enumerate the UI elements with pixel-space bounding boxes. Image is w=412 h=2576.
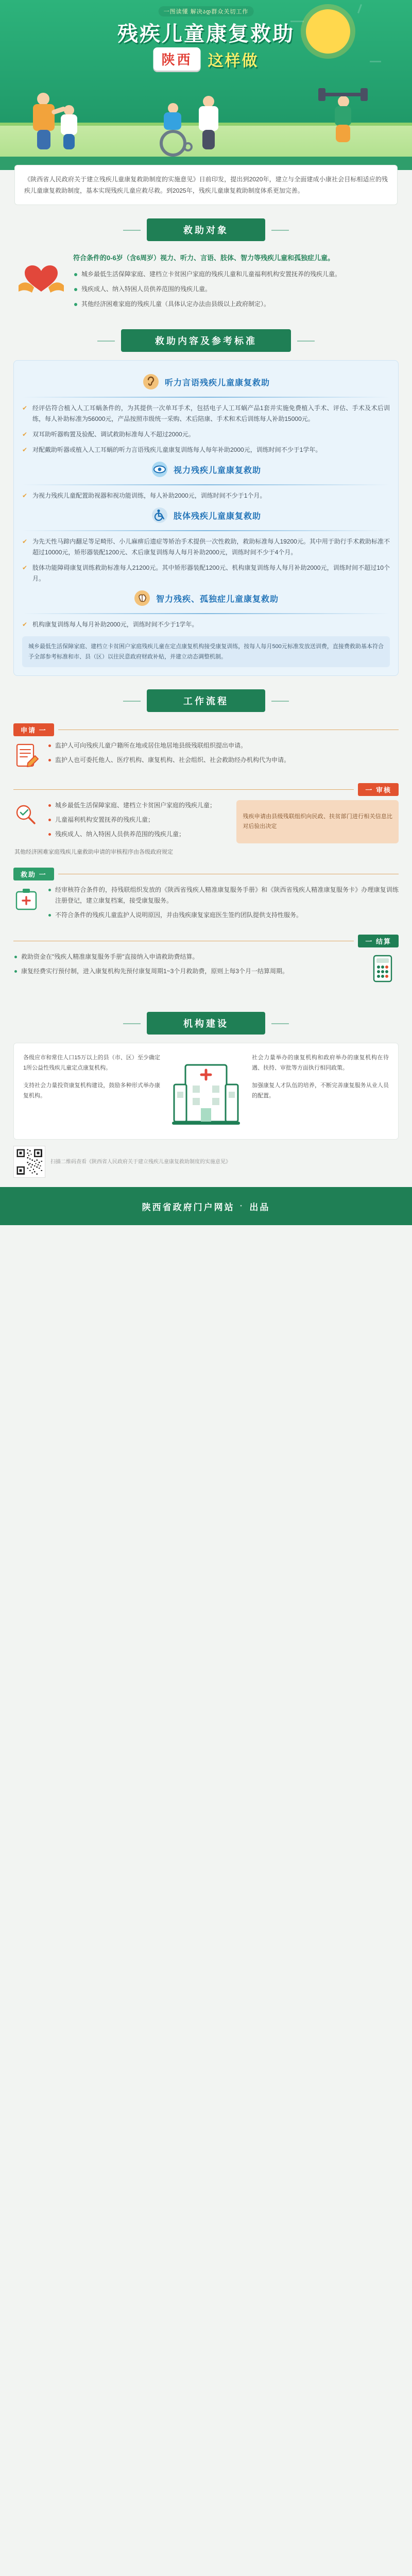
org-right-column xyxy=(252,1053,389,1108)
hero-title: 残疾儿童康复救助 xyxy=(117,23,295,45)
list-item: 救助资金在"残疾人精准康复服务手册"直接纳入申请救助费结算。 xyxy=(13,952,363,962)
list-item: ✔ 肢体功能障碍康复训练救助标准每人21200元。其中矫形器装配1200元、机构康复训练每人每月补助2000元，训练时间不超过10个月。 xyxy=(22,563,390,584)
hero-subtitle-row xyxy=(153,47,259,71)
eye-icon xyxy=(151,461,168,478)
physical-item-list xyxy=(22,536,390,584)
flow-step-settlement xyxy=(13,931,399,993)
helper-figure-icon xyxy=(195,96,226,149)
hearing-item-list xyxy=(22,403,390,455)
review-note-box: 残疾申请由县级残联组织向民政、扶贫部门进行相关信息比对后验出决定 xyxy=(236,800,399,843)
review-footnote: 其他经济困难家庭残疾儿童救助申请的审核程序由各级政府规定 xyxy=(14,849,173,855)
wheelchair-figure-icon xyxy=(152,103,197,150)
ear-icon xyxy=(142,373,160,391)
content-standards-card xyxy=(13,360,399,676)
org-text: 支持社会力量投资康复机构建设，鼓励多种形式举办康复机构。 xyxy=(23,1082,160,1099)
subsection-title: 肢体残疾儿童康复救助 xyxy=(173,512,261,521)
hero-kicker: 一图读懂 解决ად群众关切工作 xyxy=(159,6,254,16)
subsection-vision xyxy=(22,461,390,478)
org-text: 社会力量举办的康复机构和政府举办的康复机构在待遇、扶持、审批等方面执行相同政策。 xyxy=(252,1055,389,1071)
flow-step-application xyxy=(13,720,399,780)
flow-step-bar xyxy=(13,723,399,736)
object-section xyxy=(14,249,398,316)
subsection-physical xyxy=(22,506,390,524)
flow-step-text xyxy=(47,740,399,769)
footer-bar xyxy=(0,1187,412,1225)
infographic-page xyxy=(0,0,412,1225)
list-item: 残疾成人、纳入特困人员供养范围的残疾儿童； xyxy=(47,829,230,840)
list-item: ✔ 双耳助听器购置及验配、调试救助标准每人不超过2000元。 xyxy=(22,429,390,440)
list-item: ✔ 对配戴助听器或植入人工耳蜗的听力言语残疾儿童康复训练每人每年补助2000元，训练时间不少于1学年。 xyxy=(22,445,390,455)
footer-suffix: 出品 xyxy=(249,1202,270,1212)
flow-step-review xyxy=(13,780,399,865)
list-item: 经审核符合条件的，持残联组织发放的《陕西省残疾人精准康复服务手册》和《陕西省残疾人精准康复服务卡》办理康复训练注册登记，建立康复档案，接受康复服务。 xyxy=(47,885,399,906)
flow-step-bar xyxy=(13,868,399,880)
flow-step-label: 一 结算 xyxy=(358,935,399,947)
intro-paragraph: 《陕西省人民政府关于建立残疾儿童康复救助制度的实施意见》日前印发，提出到2020年，建立与全面建成小康社会目标相适应的残疾儿童康复救助制度，基本实现残疾儿童应救尽救。到2025年，残疾儿童康复救助制度体系更加完善。 xyxy=(14,165,398,205)
divider xyxy=(22,530,390,531)
org-text: 加强康复人才队伍的培养，不断完善康复服务从业人员的配置。 xyxy=(252,1082,389,1099)
object-lead: 符合条件的0-6岁（含6周岁）视力、听力、言语、肢体、智力等残疾儿童和孤独症儿童。 xyxy=(73,254,335,262)
hero-banner xyxy=(0,0,412,170)
org-section xyxy=(13,1043,399,1140)
flow-step-bar xyxy=(13,783,399,796)
section-title-flow: 工作流程 xyxy=(147,689,265,712)
flow-section xyxy=(13,720,399,998)
subsection-hearing xyxy=(22,373,390,391)
list-item: 儿童福利机构安置抚养的残疾儿童； xyxy=(47,815,230,825)
flow-step-bar xyxy=(13,935,399,947)
list-item: 城乡最低生活保障家庭、建档立卡贫困户家庭的残疾儿童和儿童福利机构安置抚养的残疾儿童。 xyxy=(73,269,396,280)
intellectual-item-list xyxy=(22,619,390,630)
section-title-content: 救助内容及参考标准 xyxy=(121,329,291,352)
divider xyxy=(22,397,390,398)
hospital-building-icon xyxy=(167,1053,245,1130)
footer-separator: · xyxy=(239,1201,245,1211)
subsection-title: 智力残疾、孤独症儿童康复救助 xyxy=(156,595,279,604)
section-title-object: 救助对象 xyxy=(147,218,265,241)
wheelchair-icon xyxy=(151,506,168,524)
footer-site-name: 陕西省政府门户网站 xyxy=(142,1202,235,1212)
sun-ray-icon xyxy=(370,61,381,62)
flow-step-label: 一 审核 xyxy=(358,783,399,796)
org-text: 各级应市和常住人口15万以上的县（市、区）至少确定1所公益性残疾儿童定点康复机构。 xyxy=(23,1055,160,1071)
list-item: 监护人也可委托他人、医疗机构、康复机构、社会组织、社会救助经办机构代为申请。 xyxy=(47,755,399,766)
object-item-list xyxy=(73,269,396,310)
object-text xyxy=(73,252,396,314)
qr-section xyxy=(13,1146,399,1178)
qr-caption: 扫描二维码查看《陕西省人民政府关于建立残疾儿童康复救助制度的实施意见》 xyxy=(50,1159,231,1165)
vision-item-list xyxy=(22,490,390,501)
brain-icon xyxy=(133,589,151,607)
hero-tag-shaanxi: 陕西 xyxy=(153,47,200,71)
list-item: 监护人可向残疾儿童户籍所在地或居住地居地县级残联组织提出申请。 xyxy=(47,740,399,751)
list-item: ✔ 为先天性马蹄内翻足等足畸形、小儿麻痹后遗症等矫治手术提供一次性救助，救助标准每人19200元。其中用于助行手术救助标准不超过10000元，矫形器装配1200元、术后康复训练每人每月补助2000元，训练时间不少于4个月。 xyxy=(22,536,390,558)
subsection-title: 听力言语残疾儿童康复救助 xyxy=(164,378,270,387)
application-form-icon xyxy=(13,740,41,773)
subsection-intellectual xyxy=(22,589,390,607)
hands-heart-icon xyxy=(16,252,66,302)
section-title-org: 机构建设 xyxy=(147,1012,265,1035)
list-item: 其他经济困难家庭的残疾儿童（具体认定办法由县级以上政府制定）。 xyxy=(73,299,396,310)
list-item: ✔ 机构康复训练每人每月补助2000元，训练时间不少于1学年。 xyxy=(22,619,390,630)
rescue-icon xyxy=(13,885,41,916)
subsection-title: 视力残疾儿童康复救助 xyxy=(173,466,261,475)
content-note: 城乡最低生活保障家庭、建档立卡贫困户家庭残疾儿童在定点康复机构接受康复训练，按每人每月500元标准发放送训费，直接费救助基本符合予全部参考标准和市、县（区）以往民意政府财政补贴，并建立动态调整机制。 xyxy=(22,636,390,667)
sun-icon xyxy=(306,9,350,54)
divider xyxy=(13,789,354,790)
list-item: 残疾成人、纳入特困人员供养范围的残疾儿童。 xyxy=(73,284,396,295)
flow-step-text xyxy=(47,800,230,843)
hero-tag-this: 这样做 xyxy=(208,52,259,70)
qr-code[interactable] xyxy=(13,1146,45,1178)
divider xyxy=(22,613,390,614)
flow-step-text xyxy=(13,952,363,980)
divider xyxy=(22,484,390,485)
flow-step-label: 申请 一 xyxy=(13,723,54,736)
list-item: 不符合条件的残疾儿童监护人说明原因，并由残疾康复家庭医生签约团队提供支持性服务。 xyxy=(47,910,399,921)
review-icon xyxy=(13,800,41,828)
list-item: 城乡最低生活保障家庭、建档立卡贫困户家庭的残疾儿童； xyxy=(47,800,230,811)
child-figure-icon xyxy=(58,105,87,149)
list-item: 康复经费实行预付制，进入康复机构先预付康复周期1~3个月救助费，原则上每3个月一结算周期。 xyxy=(13,966,363,977)
settlement-icon xyxy=(369,952,399,986)
flow-step-label: 救助 一 xyxy=(13,868,54,880)
athlete-figure-icon xyxy=(318,93,368,149)
org-left-column xyxy=(23,1053,160,1108)
list-item: ✔ 为视力残疾儿童配置助视器和视功能训练，每人补助2000元，训练时间不少于1个月。 xyxy=(22,490,390,501)
flow-step-text xyxy=(47,885,399,924)
flow-step-rescue xyxy=(13,865,399,931)
list-item: ✔ 经评估符合植入人工耳蜗条件的，为其提供一次单耳手术，包括电子人工耳蜗产品1套并实施免费植入手术、评估、手术及术后训练，每人补助标准为56000元，产品按照市级统一采购、术后陪康、手术和术后训练每人补助15000元。 xyxy=(22,403,390,425)
sun-ray-icon xyxy=(357,4,362,13)
